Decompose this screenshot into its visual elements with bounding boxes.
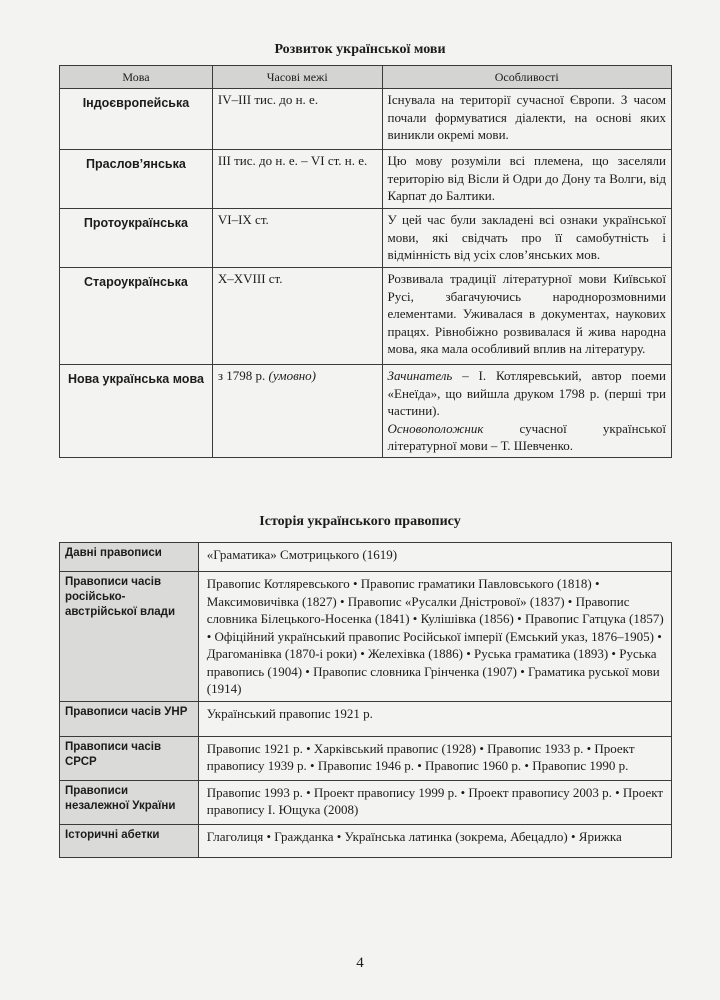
table-row xyxy=(60,780,672,824)
orthography-list: Глаголиця • Гражданка • Українська латинка (зокрема, Абецадло) • Ярижка xyxy=(198,824,671,857)
section-title-language-development: Розвиток української мови xyxy=(274,42,446,57)
table-header-row xyxy=(60,66,672,89)
orthography-list: Правопис Котляревського • Правопис граматики Павловського (1818) • Максимовичівка (1827) • Правопис «Русалки Дністрової» (1837) • Правопис словника Білецького-Носенка (1841) • Кулішівка (1856) • Правопис Гатцука (1857) • Офіційний український правопис Російської імперії (Емський указ, 1876–1905) • Драгоманівка (1870-і роки) • Желехівка (1886) • Руська граматика (1893) • Руська правопись (1904) • Правопис словника Грінченка (1907) • Граматика руської мови (1914) xyxy=(198,572,671,702)
founder-line xyxy=(388,367,666,420)
column-header: Особливості xyxy=(382,66,671,89)
creator-text: сучасної української літературної мови – Т. Шевченко. xyxy=(387,420,666,453)
section-title-orthography-history: Історія українського правопису xyxy=(259,514,461,529)
language-features: У цей час були закладені всі ознаки української мови, які свідчать про її самобутність і відмінність від усіх слов’янських мов. xyxy=(382,209,671,268)
language-period xyxy=(212,365,382,458)
table-row xyxy=(60,89,672,150)
language-features: Розвивала традиції літературної мови Київської Русі, збагачуючись народнорозмовними елементами. Уживалася в документах, наукових працях. Рівнобіжно розвивалася й жива народна мова, яка мала особливий вплив на літературу. xyxy=(382,268,671,365)
table-row xyxy=(60,365,672,458)
orthography-list: Правопис 1993 р. • Проект правопису 1999 р. • Проект правопису 2003 р. • Проект правопису І. Ющука (2008) xyxy=(198,780,671,824)
language-period: IV–III тис. до н. е. xyxy=(212,89,382,150)
orthography-list: Правопис 1921 р. • Харківський правопис (1928) • Правопис 1933 р. • Проект правопису 1939 р. • Правопис 1946 р. • Правопис 1960 р. • Правопис 1990 р. xyxy=(198,736,671,780)
period-note: (умовно) xyxy=(268,368,317,383)
page-number: 4 xyxy=(356,955,364,971)
language-name: Нова українська мова xyxy=(60,365,213,458)
period-heading: Правописи незалежної України xyxy=(60,780,199,824)
table-row xyxy=(60,824,672,857)
table-row xyxy=(60,150,672,209)
language-name: Праслов’янська xyxy=(60,150,213,209)
language-period: III тис. до н. е. – VI ст. н. е. xyxy=(212,150,382,209)
orthography-history-table xyxy=(59,542,672,858)
orthography-list: Український правопис 1921 р. xyxy=(198,701,671,736)
orthography-list: «Граматика» Смотрицького (1619) xyxy=(198,543,671,572)
language-period: VI–IX ст. xyxy=(212,209,382,268)
column-header: Часові межі xyxy=(212,66,382,89)
creator-line xyxy=(388,420,666,455)
period-heading: Правописи часів УНР xyxy=(60,701,199,736)
language-development-table xyxy=(59,65,672,458)
language-features xyxy=(382,365,671,458)
founder-text: – І. Котляревський, автор поеми «Енеїда», що вийшла друком 1798 р. (перші три частини). xyxy=(387,368,666,418)
language-period: X–XVIII ст. xyxy=(212,268,382,365)
column-header: Мова xyxy=(60,66,213,89)
period-heading: Давні правописи xyxy=(60,543,199,572)
creator-label: Основоположник xyxy=(387,420,484,436)
language-features: Цю мову розуміли всі племена, що заселяли територію від Вісли й Одри до Дону та Волги, від Карпат до Балтики. xyxy=(382,150,671,209)
table-row xyxy=(60,572,672,702)
language-name: Староукраїнська xyxy=(60,268,213,365)
table-row xyxy=(60,543,672,572)
table-row xyxy=(60,701,672,736)
language-name: Протоукраїнська xyxy=(60,209,213,268)
language-name: Індоєвропейська xyxy=(60,89,213,150)
period-value: з 1798 р. xyxy=(217,368,266,383)
table-row xyxy=(60,209,672,268)
period-heading: Історичні абетки xyxy=(60,824,199,857)
table-row xyxy=(60,736,672,780)
language-features: Існувала на території сучасної Європи. З часом почали формуватися діалекти, на основі яких виникли окремі мови. xyxy=(382,89,671,150)
founder-label: Зачинатель xyxy=(387,368,453,383)
period-heading: Правописи часів СРСР xyxy=(60,736,199,780)
table-row xyxy=(60,268,672,365)
period-heading: Правописи часів російсько-австрійської влади xyxy=(60,572,199,702)
